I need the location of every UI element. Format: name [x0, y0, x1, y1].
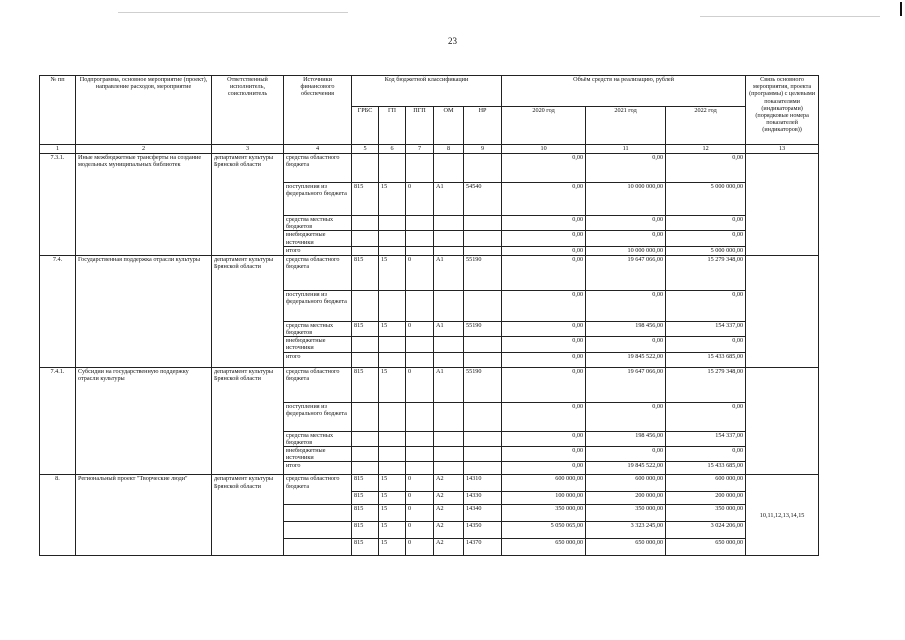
- row-grbs: [352, 352, 379, 367]
- column-number: 8: [434, 145, 464, 154]
- row-amount-y2021: 0,00: [586, 154, 666, 183]
- row-amount-y2022: 650 000,00: [666, 539, 746, 556]
- row-pgp: 0: [406, 505, 434, 522]
- row-nr: 14330: [464, 492, 502, 505]
- row-amount-y2022: 0,00: [666, 231, 746, 246]
- header-num: № пп: [40, 76, 76, 145]
- row-amount-y2020: 0,00: [502, 367, 586, 402]
- row-om: [434, 246, 464, 255]
- row-gp: [379, 337, 406, 352]
- row-amount-y2020: 0,00: [502, 462, 586, 475]
- row-source: средства областного бюджета: [284, 475, 352, 505]
- row-source: поступления из федерального бюджета: [284, 183, 352, 216]
- row-amount-y2020: 100 000,00: [502, 492, 586, 505]
- row-grbs: [352, 154, 379, 183]
- row-nr: 14340: [464, 505, 502, 522]
- column-numbers-row: [40, 145, 819, 154]
- row-pgp: 0: [406, 367, 434, 402]
- row-pgp: 0: [406, 492, 434, 505]
- row-om: A2: [434, 522, 464, 539]
- header-y2021: 2021 год: [586, 107, 666, 145]
- row-amount-y2020: 0,00: [502, 216, 586, 231]
- row-amount-y2022: 0,00: [666, 447, 746, 462]
- row-gp: [379, 290, 406, 321]
- column-number: 12: [666, 145, 746, 154]
- row-nr: [464, 352, 502, 367]
- row-om: A2: [434, 492, 464, 505]
- header-gp: ГП: [379, 107, 406, 145]
- column-number: 7: [406, 145, 434, 154]
- row-om: A1: [434, 367, 464, 402]
- row-source: итого: [284, 246, 352, 255]
- column-number: 3: [212, 145, 284, 154]
- column-number: 9: [464, 145, 502, 154]
- row-nr: [464, 246, 502, 255]
- row-pgp: 0: [406, 539, 434, 556]
- row-nr: 55190: [464, 321, 502, 336]
- row-nr: 14370: [464, 539, 502, 556]
- row-gp: [379, 462, 406, 475]
- row-source: средства областного бюджета: [284, 154, 352, 183]
- header-program: Подпрограмма, основное мероприятие (проект), направление расходов, мероприятие: [76, 76, 212, 145]
- row-om: [434, 290, 464, 321]
- row-num: 7.4.: [40, 255, 76, 367]
- row-gp: [379, 154, 406, 183]
- row-amount-y2022: 5 000 000,00: [666, 246, 746, 255]
- row-source: средства местных бюджетов: [284, 431, 352, 446]
- row-grbs: [352, 431, 379, 446]
- row-grbs: [352, 337, 379, 352]
- row-amount-y2020: 0,00: [502, 402, 586, 431]
- row-amount-y2020: 0,00: [502, 337, 586, 352]
- row-link: [746, 154, 819, 256]
- row-executor: департамент культуры Брянской области: [212, 154, 284, 256]
- row-om: [434, 337, 464, 352]
- row-pgp: 0: [406, 321, 434, 336]
- row-gp: [379, 216, 406, 231]
- row-nr: [464, 216, 502, 231]
- row-amount-y2021: 19 845 522,00: [586, 352, 666, 367]
- row-program-name: Иные межбюджетные трансферты на создание модельных муниципальных библиотек: [76, 154, 212, 256]
- row-source: внебюджетные источники: [284, 337, 352, 352]
- row-nr: 54540: [464, 183, 502, 216]
- row-amount-y2021: 650 000,00: [586, 539, 666, 556]
- row-amount-y2022: 15 433 685,00: [666, 352, 746, 367]
- row-amount-y2020: 0,00: [502, 154, 586, 183]
- row-grbs: [352, 216, 379, 231]
- row-grbs: 815: [352, 539, 379, 556]
- row-amount-y2021: 19 647 066,00: [586, 255, 666, 290]
- row-pgp: [406, 290, 434, 321]
- row-pgp: [406, 246, 434, 255]
- row-source: средства местных бюджетов: [284, 216, 352, 231]
- row-grbs: 815: [352, 492, 379, 505]
- header-nr: НР: [464, 107, 502, 145]
- header-source: Источники финансового обеспечения: [284, 76, 352, 145]
- row-source: [284, 505, 352, 522]
- table-row: [40, 255, 819, 290]
- row-amount-y2022: 154 337,00: [666, 431, 746, 446]
- row-amount-y2022: 0,00: [666, 216, 746, 231]
- row-amount-y2022: 154 337,00: [666, 321, 746, 336]
- row-amount-y2022: 0,00: [666, 290, 746, 321]
- row-om: A2: [434, 475, 464, 492]
- row-link: [746, 367, 819, 475]
- row-om: A2: [434, 539, 464, 556]
- row-source: [284, 539, 352, 556]
- row-amount-y2020: 0,00: [502, 231, 586, 246]
- row-amount-y2020: 0,00: [502, 431, 586, 446]
- row-pgp: 0: [406, 475, 434, 492]
- row-executor: департамент культуры Брянской области: [212, 475, 284, 556]
- row-amount-y2021: 10 000 000,00: [586, 246, 666, 255]
- row-grbs: 815: [352, 321, 379, 336]
- table-row: [40, 367, 819, 402]
- row-amount-y2021: 0,00: [586, 231, 666, 246]
- row-nr: [464, 231, 502, 246]
- header-executor: Ответственный исполнитель, соисполнитель: [212, 76, 284, 145]
- row-amount-y2020: 650 000,00: [502, 539, 586, 556]
- row-source: средства областного бюджета: [284, 367, 352, 402]
- row-nr: [464, 154, 502, 183]
- row-gp: 15: [379, 505, 406, 522]
- row-pgp: 0: [406, 183, 434, 216]
- row-gp: 15: [379, 539, 406, 556]
- row-num: 8.: [40, 475, 76, 556]
- row-amount-y2021: 0,00: [586, 216, 666, 231]
- row-amount-y2020: 350 000,00: [502, 505, 586, 522]
- row-grbs: 815: [352, 505, 379, 522]
- column-number: 6: [379, 145, 406, 154]
- row-grbs: [352, 447, 379, 462]
- row-pgp: [406, 447, 434, 462]
- row-source: поступления из федерального бюджета: [284, 402, 352, 431]
- row-gp: 15: [379, 321, 406, 336]
- row-source: [284, 522, 352, 539]
- row-executor: департамент культуры Брянской области: [212, 255, 284, 367]
- row-nr: 14350: [464, 522, 502, 539]
- header-row: [40, 76, 819, 107]
- row-amount-y2020: 0,00: [502, 321, 586, 336]
- row-amount-y2022: 15 279 348,00: [666, 367, 746, 402]
- row-amount-y2020: 0,00: [502, 447, 586, 462]
- row-amount-y2021: 0,00: [586, 337, 666, 352]
- row-gp: [379, 447, 406, 462]
- row-om: [434, 231, 464, 246]
- row-gp: [379, 402, 406, 431]
- row-gp: [379, 246, 406, 255]
- row-om: [434, 462, 464, 475]
- row-amount-y2021: 0,00: [586, 447, 666, 462]
- row-pgp: 0: [406, 255, 434, 290]
- page-number: 23: [448, 36, 457, 46]
- row-source: внебюджетные источники: [284, 447, 352, 462]
- row-gp: 15: [379, 183, 406, 216]
- row-link: 10,11,12,13,14,15: [746, 475, 819, 556]
- row-amount-y2022: 600 000,00: [666, 475, 746, 492]
- header-pgp: ПГП: [406, 107, 434, 145]
- row-grbs: 815: [352, 255, 379, 290]
- row-link: [746, 255, 819, 367]
- row-amount-y2021: 10 000 000,00: [586, 183, 666, 216]
- column-number: 5: [352, 145, 379, 154]
- column-number: 4: [284, 145, 352, 154]
- scan-artifact: [118, 12, 348, 13]
- row-amount-y2021: 19 845 522,00: [586, 462, 666, 475]
- row-gp: [379, 231, 406, 246]
- row-om: [434, 352, 464, 367]
- row-amount-y2022: 200 000,00: [666, 492, 746, 505]
- row-nr: [464, 290, 502, 321]
- row-amount-y2020: 600 000,00: [502, 475, 586, 492]
- row-amount-y2021: 19 647 066,00: [586, 367, 666, 402]
- row-amount-y2021: 198 456,00: [586, 431, 666, 446]
- row-program-name: Государственная поддержка отрасли культуры: [76, 255, 212, 367]
- row-grbs: [352, 246, 379, 255]
- column-number: 13: [746, 145, 819, 154]
- row-pgp: [406, 337, 434, 352]
- row-nr: [464, 431, 502, 446]
- row-grbs: [352, 290, 379, 321]
- row-gp: [379, 352, 406, 367]
- row-source: итого: [284, 352, 352, 367]
- column-number: 10: [502, 145, 586, 154]
- header-link: Связь основного мероприятия, проекта (программы) с целевыми показателями (индикаторами) (порядковые номера показателей (индикаторов)): [746, 76, 819, 145]
- column-number: 2: [76, 145, 212, 154]
- row-om: [434, 431, 464, 446]
- row-nr: [464, 402, 502, 431]
- row-amount-y2022: 3 024 206,00: [666, 522, 746, 539]
- row-om: [434, 402, 464, 431]
- row-om: A1: [434, 321, 464, 336]
- row-nr: 14310: [464, 475, 502, 492]
- row-grbs: 815: [352, 367, 379, 402]
- header-y2022: 2022 год: [666, 107, 746, 145]
- scan-artifact: [700, 16, 880, 17]
- row-pgp: [406, 431, 434, 446]
- row-amount-y2021: 600 000,00: [586, 475, 666, 492]
- row-amount-y2020: 0,00: [502, 352, 586, 367]
- row-gp: 15: [379, 492, 406, 505]
- row-om: [434, 216, 464, 231]
- row-grbs: [352, 462, 379, 475]
- row-amount-y2021: 350 000,00: [586, 505, 666, 522]
- row-pgp: [406, 231, 434, 246]
- row-grbs: [352, 402, 379, 431]
- row-amount-y2021: 198 456,00: [586, 321, 666, 336]
- row-amount-y2022: 15 433 685,00: [666, 462, 746, 475]
- header-volume: Объём средств на реализацию, рублей: [502, 76, 746, 107]
- row-pgp: [406, 216, 434, 231]
- budget-table: [39, 75, 819, 556]
- row-gp: 15: [379, 522, 406, 539]
- row-amount-y2022: 0,00: [666, 402, 746, 431]
- row-num: 7.4.1.: [40, 367, 76, 475]
- row-grbs: 815: [352, 522, 379, 539]
- row-amount-y2020: 5 050 065,00: [502, 522, 586, 539]
- row-nr: [464, 447, 502, 462]
- edge-mark: [900, 2, 902, 16]
- row-num: 7.3.1.: [40, 154, 76, 256]
- row-pgp: [406, 402, 434, 431]
- row-amount-y2020: 0,00: [502, 246, 586, 255]
- row-pgp: 0: [406, 522, 434, 539]
- row-grbs: 815: [352, 475, 379, 492]
- row-gp: 15: [379, 367, 406, 402]
- row-om: [434, 154, 464, 183]
- row-amount-y2021: 200 000,00: [586, 492, 666, 505]
- header-grbs: ГРБС: [352, 107, 379, 145]
- row-program-name: Субсидии на государственную поддержку отрасли культуры: [76, 367, 212, 475]
- row-amount-y2022: 15 279 348,00: [666, 255, 746, 290]
- row-gp: 15: [379, 255, 406, 290]
- row-om: [434, 447, 464, 462]
- row-pgp: [406, 154, 434, 183]
- row-source: средства местных бюджетов: [284, 321, 352, 336]
- row-source: поступления из федерального бюджета: [284, 290, 352, 321]
- row-pgp: [406, 462, 434, 475]
- table-row: [40, 475, 819, 492]
- header-om: ОМ: [434, 107, 464, 145]
- row-grbs: 815: [352, 183, 379, 216]
- row-amount-y2022: 350 000,00: [666, 505, 746, 522]
- row-nr: 55190: [464, 367, 502, 402]
- row-nr: [464, 337, 502, 352]
- column-number: 1: [40, 145, 76, 154]
- row-gp: 15: [379, 475, 406, 492]
- row-amount-y2021: 0,00: [586, 290, 666, 321]
- row-amount-y2022: 0,00: [666, 154, 746, 183]
- row-source: средства областного бюджета: [284, 255, 352, 290]
- row-om: A1: [434, 183, 464, 216]
- header-y2020: 2020 год: [502, 107, 586, 145]
- row-grbs: [352, 231, 379, 246]
- row-om: A1: [434, 255, 464, 290]
- row-nr: [464, 462, 502, 475]
- header-budget-code: Код бюджетной классификации: [352, 76, 502, 107]
- row-amount-y2021: 0,00: [586, 402, 666, 431]
- row-om: A2: [434, 505, 464, 522]
- row-amount-y2020: 0,00: [502, 255, 586, 290]
- row-amount-y2020: 0,00: [502, 183, 586, 216]
- row-pgp: [406, 352, 434, 367]
- row-source: внебюджетные источники: [284, 231, 352, 246]
- row-gp: [379, 431, 406, 446]
- row-source: итого: [284, 462, 352, 475]
- row-program-name: Региональный проект "Творческие люди": [76, 475, 212, 556]
- table-row: [40, 154, 819, 183]
- row-amount-y2020: 0,00: [502, 290, 586, 321]
- row-executor: департамент культуры Брянской области: [212, 367, 284, 475]
- row-amount-y2022: 0,00: [666, 337, 746, 352]
- column-number: 11: [586, 145, 666, 154]
- row-amount-y2022: 5 000 000,00: [666, 183, 746, 216]
- row-amount-y2021: 3 323 245,00: [586, 522, 666, 539]
- row-nr: 55190: [464, 255, 502, 290]
